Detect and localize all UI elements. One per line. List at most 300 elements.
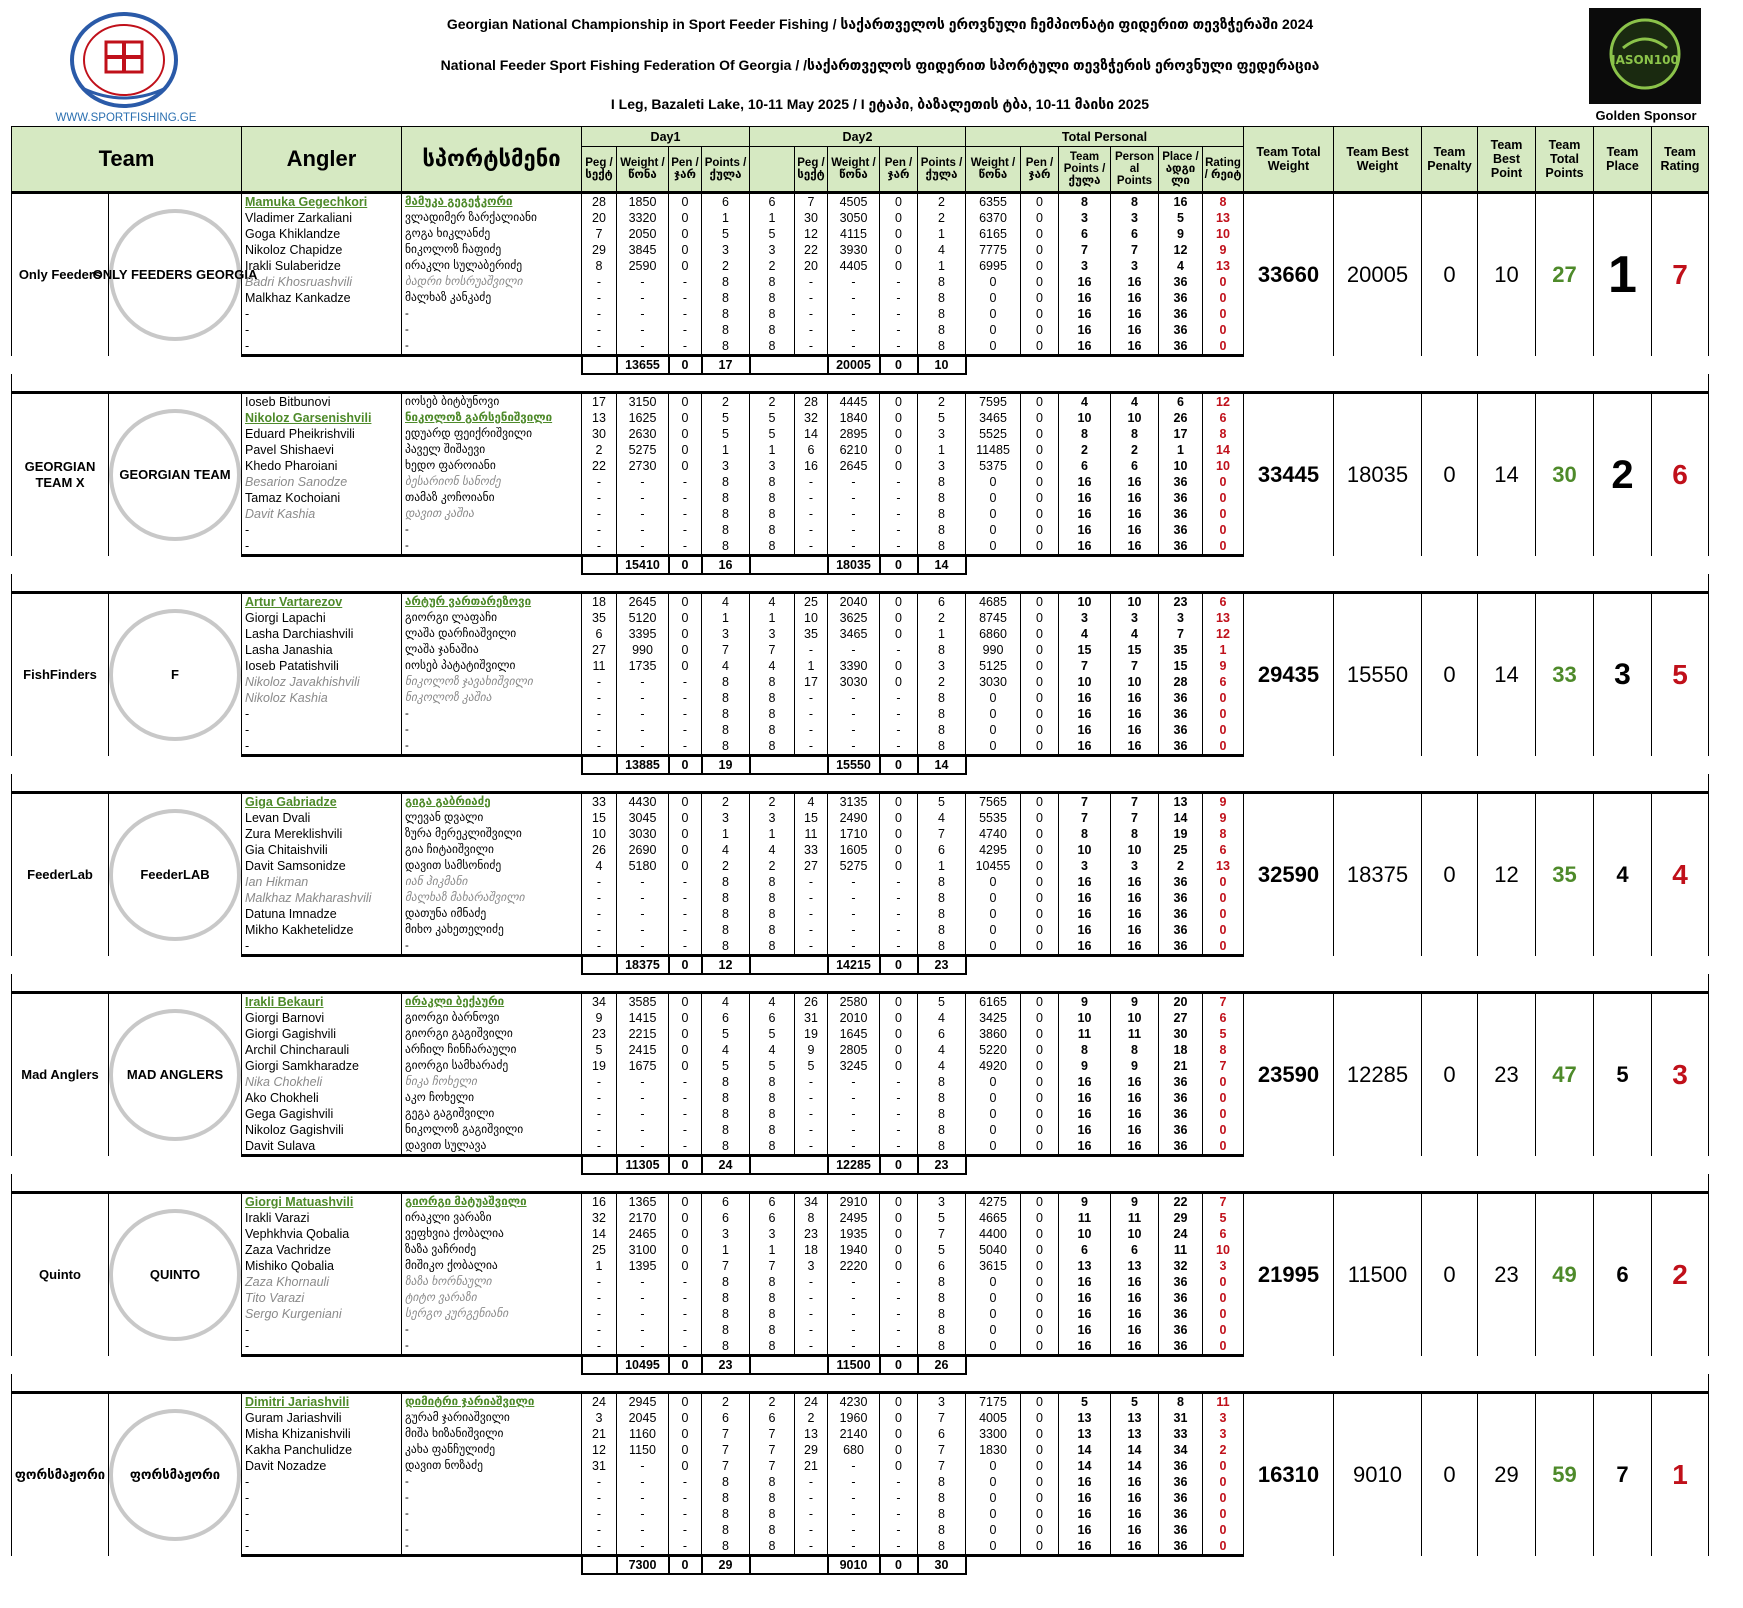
personal-points: 16 <box>1111 522 1159 538</box>
day2-peg: - <box>795 306 828 322</box>
column-pen-d2: Pen / ჯარ <box>880 147 918 193</box>
day2-weight: - <box>828 538 880 556</box>
personal-points: 8 <box>1111 426 1159 442</box>
day2-peg: - <box>795 1490 828 1506</box>
angler-name: Vladimer Zarkaliani <box>242 210 402 226</box>
angler-name: Davit Nozadze <box>242 1458 402 1474</box>
day1-weight: - <box>617 1290 669 1306</box>
day1-peg: - <box>582 490 617 506</box>
angler-name-geo: ირაკლი სულაბერიძე <box>402 258 582 274</box>
rating: 0 <box>1203 1458 1244 1474</box>
angler-name-geo: გიორგი სამხარაძე <box>402 1058 582 1074</box>
day1-pen: 0 <box>669 1258 702 1274</box>
day2-peg: - <box>795 890 828 906</box>
angler-name: Archil Chincharauli <box>242 1042 402 1058</box>
day2-weight: - <box>828 1090 880 1106</box>
angler-name-geo: გიორგი ლაფაჩი <box>402 610 582 626</box>
angler-name-geo: ირაკლი ვარაზი <box>402 1210 582 1226</box>
personal-points: 16 <box>1111 506 1159 522</box>
angler-name: - <box>242 522 402 538</box>
total-weight: 0 <box>966 490 1021 506</box>
personal-points: 8 <box>1111 193 1159 211</box>
team-points: 16 <box>1059 1074 1111 1090</box>
personal-points: 16 <box>1111 1122 1159 1138</box>
day1-pen: - <box>669 322 702 338</box>
day2-weight: - <box>828 1474 880 1490</box>
angler-row <box>12 1393 1709 1411</box>
day2-pen: 0 <box>880 858 918 874</box>
day2-peg: 8 <box>795 1210 828 1226</box>
day1-total-pen: 0 <box>669 1556 702 1575</box>
personal-points: 16 <box>1111 1306 1159 1322</box>
day2-peg: 14 <box>795 426 828 442</box>
day1-weight: - <box>617 1306 669 1322</box>
mad-anglers-logo <box>109 993 242 1156</box>
angler-name: - <box>242 1338 402 1356</box>
total-weight: 4005 <box>966 1410 1021 1426</box>
day1-points-carry: 8 <box>750 890 795 906</box>
website-url[interactable]: WWW.SPORTFISHING.GE <box>55 112 197 124</box>
team-points: 10 <box>1059 410 1111 426</box>
day1-points-carry: 8 <box>750 874 795 890</box>
day1-weight: 2215 <box>617 1026 669 1042</box>
day2-peg: 32 <box>795 410 828 426</box>
rating: 0 <box>1203 1306 1244 1322</box>
angler-name-geo: - <box>402 1490 582 1506</box>
day2-weight: - <box>828 1274 880 1290</box>
team-penalty: 0 <box>1422 193 1478 356</box>
total-pen: 0 <box>1021 1306 1059 1322</box>
day1-pen: 0 <box>669 1210 702 1226</box>
day2-peg: 17 <box>795 674 828 690</box>
total-weight: 0 <box>966 1274 1021 1290</box>
day1-total-points: 12 <box>702 956 750 975</box>
angler-name-geo: - <box>402 938 582 956</box>
total-weight: 4275 <box>966 1193 1021 1211</box>
day1-pen: - <box>669 1138 702 1156</box>
day2-points: 3 <box>918 658 966 674</box>
team-name: FishFinders <box>12 593 109 756</box>
day1-points-carry: 8 <box>750 722 795 738</box>
day2-weight: 680 <box>828 1442 880 1458</box>
day2-weight: 2140 <box>828 1426 880 1442</box>
day1-pen: - <box>669 1474 702 1490</box>
day1-total-points: 23 <box>702 1356 750 1375</box>
angler-name: Irakli Sulaberidze <box>242 258 402 274</box>
team-totals-row <box>12 1156 1709 1175</box>
day1-points-carry: 7 <box>750 1426 795 1442</box>
total-weight: 0 <box>966 1322 1021 1338</box>
day1-totals-label <box>582 556 617 575</box>
place: 23 <box>1159 593 1203 611</box>
team-points: 16 <box>1059 1290 1111 1306</box>
day1-weight: - <box>617 1090 669 1106</box>
day2-peg: 9 <box>795 1042 828 1058</box>
place: 4 <box>1159 258 1203 274</box>
day2-total-weight: 18035 <box>828 556 880 575</box>
total-weight: 0 <box>966 290 1021 306</box>
spacer-cell <box>12 1556 582 1575</box>
angler-name-geo: - <box>402 338 582 356</box>
day2-points: 8 <box>918 490 966 506</box>
angler-name: Mikho Kakhetelidze <box>242 922 402 938</box>
team-best-point: 23 <box>1478 1193 1536 1356</box>
day2-peg: 2 <box>795 1410 828 1426</box>
personal-points: 16 <box>1111 474 1159 490</box>
day1-pen: 0 <box>669 793 702 811</box>
spacer-cell <box>12 1156 582 1175</box>
angler-name: Ian Hikman <box>242 874 402 890</box>
day2-pen: 0 <box>880 1393 918 1411</box>
day1-pen: - <box>669 874 702 890</box>
angler-name: Ioseb Bitbunovi <box>242 393 402 411</box>
total-weight: 0 <box>966 722 1021 738</box>
team-points: 16 <box>1059 1090 1111 1106</box>
day1-weight: 1415 <box>617 1010 669 1026</box>
team-points: 10 <box>1059 842 1111 858</box>
angler-name: Dimitri Jariashvili <box>242 1393 402 1411</box>
day2-pen: - <box>880 690 918 706</box>
day1-total-points: 29 <box>702 1556 750 1575</box>
team-points: 16 <box>1059 338 1111 356</box>
total-pen: 0 <box>1021 1538 1059 1556</box>
day1-weight: - <box>617 1122 669 1138</box>
team-points: 9 <box>1059 993 1111 1011</box>
team-spacer <box>12 1174 1709 1193</box>
rating: 0 <box>1203 1338 1244 1356</box>
day2-points: 4 <box>918 810 966 826</box>
place: 11 <box>1159 1242 1203 1258</box>
place: 36 <box>1159 690 1203 706</box>
total-pen: 0 <box>1021 906 1059 922</box>
day1-weight: - <box>617 1074 669 1090</box>
team-points: 16 <box>1059 1322 1111 1338</box>
day2-total-pen: 0 <box>880 356 918 375</box>
angler-name: Malkhaz Makharashvili <box>242 890 402 906</box>
day2-totals-label <box>750 1356 828 1375</box>
day1-peg: - <box>582 306 617 322</box>
angler-name: Nika Chokheli <box>242 1074 402 1090</box>
day2-pen: 0 <box>880 1042 918 1058</box>
day2-points: 3 <box>918 1393 966 1411</box>
day2-points: 8 <box>918 290 966 306</box>
place: 36 <box>1159 1106 1203 1122</box>
day2-points: 3 <box>918 458 966 474</box>
day2-pen: 0 <box>880 1193 918 1211</box>
day1-peg: - <box>582 674 617 690</box>
total-weight: 0 <box>966 890 1021 906</box>
day1-weight: - <box>617 1474 669 1490</box>
team-points: 10 <box>1059 1226 1111 1242</box>
team-penalty: 0 <box>1422 993 1478 1156</box>
personal-points: 16 <box>1111 338 1159 356</box>
angler-name: - <box>242 1322 402 1338</box>
day1-points-carry: 7 <box>750 642 795 658</box>
day1-pen: - <box>669 674 702 690</box>
day1-pen: 0 <box>669 1442 702 1458</box>
total-pen: 0 <box>1021 722 1059 738</box>
total-weight: 7565 <box>966 793 1021 811</box>
column-points: Points / ქულა <box>702 147 750 193</box>
day1-peg: - <box>582 1522 617 1538</box>
angler-name-geo: - <box>402 1522 582 1538</box>
day2-peg: 19 <box>795 1026 828 1042</box>
team-points: 16 <box>1059 922 1111 938</box>
day1-points-carry: 8 <box>750 1474 795 1490</box>
place: 36 <box>1159 1122 1203 1138</box>
angler-name: Nikoloz Chapidze <box>242 242 402 258</box>
day1-weight: 3845 <box>617 242 669 258</box>
day1-points: 8 <box>702 1122 750 1138</box>
day1-peg: - <box>582 1090 617 1106</box>
day1-weight: 5180 <box>617 858 669 874</box>
team-penalty: 0 <box>1422 1393 1478 1556</box>
day1-pen: - <box>669 1090 702 1106</box>
day1-pen: 0 <box>669 593 702 611</box>
angler-name-geo: დავით კაშია <box>402 506 582 522</box>
day2-peg: 23 <box>795 1226 828 1242</box>
angler-name: - <box>242 538 402 556</box>
day1-points-carry: 8 <box>750 922 795 938</box>
angler-name: Lasha Janashia <box>242 642 402 658</box>
day1-points: 8 <box>702 274 750 290</box>
day1-pen: 0 <box>669 226 702 242</box>
angler-name-geo: გეგა გაგიშვილი <box>402 1106 582 1122</box>
day1-pen: - <box>669 706 702 722</box>
total-weight: 0 <box>966 1474 1021 1490</box>
title-line-2: National Feeder Sport Fishing Federation Of Georgia / /საქართველოს ფიდერით სპორტული თევზჭერის ეროვნული ფედერაცია <box>440 57 1320 73</box>
angler-name-geo: პაველ შიშაევი <box>402 442 582 458</box>
day1-total-weight: 10495 <box>617 1356 669 1375</box>
personal-points: 7 <box>1111 793 1159 811</box>
day1-total-weight: 13885 <box>617 756 669 775</box>
day2-peg: 11 <box>795 826 828 842</box>
day1-points-carry: 1 <box>750 1242 795 1258</box>
angler-name-geo: გიგა გაბრიაძე <box>402 793 582 811</box>
total-weight: 0 <box>966 1490 1021 1506</box>
day2-pen: - <box>880 322 918 338</box>
team-points: 8 <box>1059 193 1111 211</box>
total-weight: 0 <box>966 706 1021 722</box>
day2-weight: - <box>828 922 880 938</box>
rating: 0 <box>1203 922 1244 938</box>
day2-points: 8 <box>918 1490 966 1506</box>
place: 9 <box>1159 226 1203 242</box>
day2-weight: 2010 <box>828 1010 880 1026</box>
angler-name-geo: თამაზ კოჩოიანი <box>402 490 582 506</box>
day1-points-carry: 8 <box>750 338 795 356</box>
day1-peg: - <box>582 690 617 706</box>
day1-pen: - <box>669 1074 702 1090</box>
day1-points-carry: 6 <box>750 1193 795 1211</box>
angler-name: Guram Jariashvili <box>242 1410 402 1426</box>
column-blank <box>750 147 795 193</box>
total-pen: 0 <box>1021 890 1059 906</box>
total-weight: 4740 <box>966 826 1021 842</box>
day1-weight: 2465 <box>617 1226 669 1242</box>
column-points-d2: Points / ქულა <box>918 147 966 193</box>
rating: 6 <box>1203 410 1244 426</box>
day1-peg: 2 <box>582 442 617 458</box>
day1-peg: 25 <box>582 1242 617 1258</box>
day1-pen: 0 <box>669 242 702 258</box>
day2-weight: - <box>828 322 880 338</box>
angler-name-geo: ნიკოლოზ ჩაფიძე <box>402 242 582 258</box>
team-totals-row <box>12 1556 1709 1575</box>
angler-name-geo: - <box>402 738 582 756</box>
day1-points: 5 <box>702 1026 750 1042</box>
day2-peg: - <box>795 506 828 522</box>
place: 19 <box>1159 826 1203 842</box>
personal-points: 16 <box>1111 1338 1159 1356</box>
day1-peg: 13 <box>582 410 617 426</box>
team-logo-badge <box>109 809 241 941</box>
place: 16 <box>1159 193 1203 211</box>
total-pen: 0 <box>1021 1074 1059 1090</box>
team-points: 16 <box>1059 506 1111 522</box>
day1-peg: - <box>582 538 617 556</box>
angler-name-geo: - <box>402 306 582 322</box>
place: 36 <box>1159 922 1203 938</box>
day2-total-pen: 0 <box>880 556 918 575</box>
day2-weight: - <box>828 690 880 706</box>
day2-weight: - <box>828 1522 880 1538</box>
team-points: 16 <box>1059 290 1111 306</box>
place: 36 <box>1159 738 1203 756</box>
rating: 13 <box>1203 210 1244 226</box>
day1-points: 8 <box>702 706 750 722</box>
column-angler: Angler <box>242 127 402 193</box>
personal-points: 7 <box>1111 810 1159 826</box>
day1-pen: 0 <box>669 458 702 474</box>
day1-points-carry: 2 <box>750 1393 795 1411</box>
day1-points-carry: 6 <box>750 1410 795 1426</box>
day1-weight: 3395 <box>617 626 669 642</box>
day2-weight: 3930 <box>828 242 880 258</box>
day2-pen: 0 <box>880 610 918 626</box>
total-pen: 0 <box>1021 1226 1059 1242</box>
total-weight: 0 <box>966 306 1021 322</box>
place: 36 <box>1159 1522 1203 1538</box>
team-points: 16 <box>1059 1506 1111 1522</box>
angler-name: Nikoloz Javakhishvili <box>242 674 402 690</box>
team-best-point: 14 <box>1478 593 1536 756</box>
total-pen: 0 <box>1021 322 1059 338</box>
day1-points-carry: 8 <box>750 1290 795 1306</box>
team-totals-row <box>12 356 1709 375</box>
team-place: 1 <box>1594 193 1652 356</box>
team-points: 16 <box>1059 1338 1111 1356</box>
day1-points-carry: 8 <box>750 938 795 956</box>
day1-points-carry: 8 <box>750 1122 795 1138</box>
day1-total-pen: 0 <box>669 356 702 375</box>
day2-pen: - <box>880 1090 918 1106</box>
angler-name-geo: კახა ფანჩულიძე <box>402 1442 582 1458</box>
rating: 0 <box>1203 338 1244 356</box>
total-weight: 4685 <box>966 593 1021 611</box>
place: 36 <box>1159 1274 1203 1290</box>
day1-weight: 2730 <box>617 458 669 474</box>
day1-points-carry: 2 <box>750 793 795 811</box>
day1-points: 8 <box>702 290 750 306</box>
total-weight: 0 <box>966 690 1021 706</box>
total-weight: 4400 <box>966 1226 1021 1242</box>
day1-weight: - <box>617 674 669 690</box>
day1-points: 8 <box>702 338 750 356</box>
day2-pen: - <box>880 1306 918 1322</box>
personal-points: 6 <box>1111 1242 1159 1258</box>
team-rating: 7 <box>1652 193 1709 356</box>
day1-points-carry: 8 <box>750 706 795 722</box>
day2-points: 6 <box>918 1258 966 1274</box>
day1-peg: - <box>582 1474 617 1490</box>
angler-name: - <box>242 738 402 756</box>
day1-weight: - <box>617 522 669 538</box>
column-team-points: Team Points / ქულა <box>1059 147 1111 193</box>
day1-points-carry: 8 <box>750 674 795 690</box>
day1-weight: 2630 <box>617 426 669 442</box>
day1-points-carry: 2 <box>750 393 795 411</box>
team-points: 4 <box>1059 393 1111 411</box>
rating: 11 <box>1203 1393 1244 1411</box>
spacer-cell <box>12 956 582 975</box>
team-points: 16 <box>1059 1122 1111 1138</box>
total-pen: 0 <box>1021 1193 1059 1211</box>
place: 10 <box>1159 458 1203 474</box>
team-points: 3 <box>1059 210 1111 226</box>
column-day2: Day2 <box>750 127 966 147</box>
personal-points: 16 <box>1111 1522 1159 1538</box>
personal-points: 6 <box>1111 458 1159 474</box>
day1-peg: - <box>582 1306 617 1322</box>
total-weight: 0 <box>966 274 1021 290</box>
only-feeders-logo <box>92 193 258 356</box>
day2-peg: - <box>795 1090 828 1106</box>
day1-peg: - <box>582 522 617 538</box>
personal-points: 2 <box>1111 442 1159 458</box>
day2-peg: 15 <box>795 810 828 826</box>
team-total-weight: 21995 <box>1244 1193 1334 1356</box>
column-place: Place / ადგი ლი <box>1159 147 1203 193</box>
day2-points: 8 <box>918 1122 966 1138</box>
team-points: 16 <box>1059 706 1111 722</box>
day1-points-carry: 8 <box>750 690 795 706</box>
angler-row <box>12 593 1709 611</box>
total-pen: 0 <box>1021 922 1059 938</box>
day1-pen: 0 <box>669 858 702 874</box>
personal-points: 13 <box>1111 1258 1159 1274</box>
day2-total-pen: 0 <box>880 1156 918 1175</box>
day1-points: 1 <box>702 826 750 842</box>
day2-total-weight: 14215 <box>828 956 880 975</box>
day2-weight: - <box>828 722 880 738</box>
angler-name-geo: ნიკოლოზ გაგიშვილი <box>402 1122 582 1138</box>
angler-name: - <box>242 322 402 338</box>
rating: 0 <box>1203 1090 1244 1106</box>
personal-points: 16 <box>1111 1074 1159 1090</box>
day1-total-points: 16 <box>702 556 750 575</box>
day2-points: 8 <box>918 338 966 356</box>
day2-peg: - <box>795 738 828 756</box>
day2-peg: 5 <box>795 1058 828 1074</box>
day1-total-pen: 0 <box>669 1156 702 1175</box>
day1-points: 8 <box>702 522 750 538</box>
rating: 0 <box>1203 1506 1244 1522</box>
day2-total-weight: 9010 <box>828 1556 880 1575</box>
personal-points: 9 <box>1111 993 1159 1011</box>
day2-peg: 25 <box>795 593 828 611</box>
day2-totals-label <box>750 1156 828 1175</box>
